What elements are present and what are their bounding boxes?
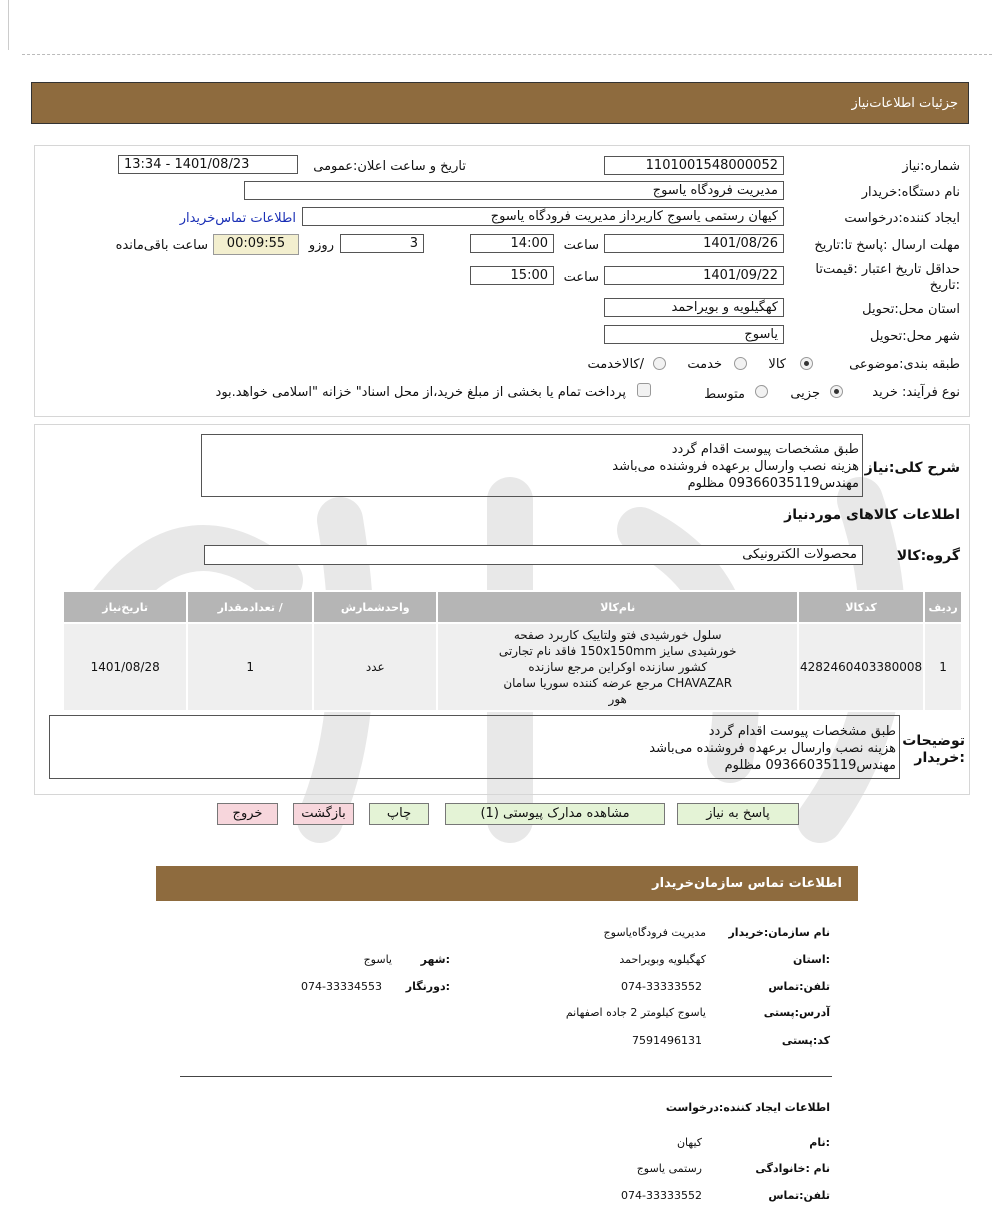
city-field: یاسوج: [604, 325, 784, 344]
category-radio-goods[interactable]: [800, 357, 813, 370]
goods-title: اطلاعات کالاهای موردنیاز: [784, 507, 960, 523]
buyer-notes-line-1: طبق مشخصات پیوست اقدام گردد: [708, 724, 896, 739]
process-radio-medium[interactable]: [755, 385, 768, 398]
col-unit: واحدشمارش: [313, 591, 437, 623]
creator-phone-label: تلفن:تماس: [768, 1189, 830, 1202]
details-header-title: جزئیات اطلاعات‌نیاز: [851, 96, 958, 111]
contact-header: [156, 866, 858, 901]
province-field: کهگیلویه و بویراحمد: [604, 298, 784, 317]
announce-label: تاریخ و ساعت اعلان:عمومی: [313, 159, 466, 174]
process-option-medium: متوسط: [704, 387, 745, 402]
contact-phone-label: تلفن:تماس: [768, 980, 830, 993]
top-dashed-line: [22, 54, 992, 55]
city-label: شهر محل:تحویل: [870, 329, 960, 344]
buyer-notes-label: توضیحات: [902, 733, 965, 749]
details-header: [31, 82, 969, 124]
print-button[interactable]: چاپ: [369, 803, 429, 825]
validity-hour-label: ساعت: [563, 270, 599, 285]
row-qty: 1: [187, 623, 313, 711]
contact-org-label: نام سازمان:خریدار: [728, 926, 830, 939]
contact-fax-value: 074-33334553: [301, 980, 382, 993]
creator-name-value: کیهان: [676, 1136, 702, 1149]
table-row: [63, 623, 962, 711]
goods-table: [62, 590, 963, 712]
process-label: نوع فرآیند: خرید: [872, 385, 960, 400]
view-attachments-button[interactable]: مشاهده مدارک پیوستی (1): [445, 803, 665, 825]
process-radio-minor[interactable]: [830, 385, 843, 398]
validity-time-field: 15:00: [470, 266, 554, 285]
creator-name-label: :نام: [809, 1136, 830, 1149]
summary-line-3: مهندس09366035119 مظلوم: [687, 476, 859, 491]
province-label: استان محل:تحویل: [862, 302, 960, 317]
col-date: تاریخ‌نیاز: [63, 591, 187, 623]
buyer-org-field: مدیریت فرودگاه یاسوج: [244, 181, 784, 200]
buyer-contact-link[interactable]: اطلاعات تماس‌خریدار: [179, 211, 296, 226]
left-edge-line: [8, 0, 9, 50]
row-name: سلول خورشیدی فتو ولتاییک کاربرد صفحه خورشیدی سایز 150x150mm فاقد نام تجارتی کشور سازنده اوکراین مرجع سازنده CHAVAZAR مرجع عرضه کننده سوریا سامان هور: [437, 623, 798, 711]
days-field: 3: [340, 234, 424, 253]
back-button[interactable]: بازگشت: [293, 803, 354, 825]
contact-fax-label: :دورنگار: [405, 980, 450, 993]
contact-city-label: :شهر: [420, 953, 450, 966]
announce-value: 1401/08/23 - 13:34: [124, 157, 250, 172]
category-label: طبقه بندی:موضوعی: [849, 357, 960, 372]
need-number-field: 1101001548000052: [604, 156, 784, 175]
treasury-payment-note: پرداخت تمام یا بخشی از مبلغ خرید،از محل اسناد" خزانه "اسلامی خواهد.بود: [215, 385, 626, 400]
col-row: ردیف: [924, 591, 962, 623]
row-unit: عدد: [313, 623, 437, 711]
creator-phone-value: 074-33333552: [621, 1189, 702, 1202]
deadline-label: مهلت ارسال :پاسخ تا:تاریخ: [814, 238, 960, 253]
treasury-payment-checkbox[interactable]: [637, 383, 651, 397]
contact-address-label: آدرس:پستی: [763, 1006, 830, 1019]
contact-org-value: مدیریت فرودگاه‌یاسوج: [603, 926, 706, 939]
deadline-date-field: 1401/08/26: [604, 234, 784, 253]
summary-label: شرح کلی:نیاز: [864, 460, 960, 476]
col-code: کدکالا: [798, 591, 924, 623]
buyer-org-label: نام دستگاه:خریدار: [861, 185, 960, 200]
buyer-notes-line-3: مهندس09366035119 مظلوم: [724, 758, 896, 773]
goods-group-label: گروه:کالا: [896, 548, 960, 564]
need-number-label: شماره:نیاز: [902, 159, 960, 174]
category-option-service: خدمت: [687, 357, 722, 372]
goods-group-field: محصولات الکترونیکی: [204, 545, 863, 565]
buyer-notes-line-2: هزینه نصب وارسال برعهده فروشنده می‌باشد: [649, 741, 896, 756]
validity-label: حداقل تاریخ اعتبار :قیمت‌تا: [815, 262, 960, 277]
buyer-notes-label-2: :خریدار: [914, 750, 965, 766]
contact-phone-value: 074-33333552: [621, 980, 702, 993]
col-name: نام‌کالا: [437, 591, 798, 623]
summary-line-1: طبق مشخصات پیوست اقدام گردد: [671, 442, 859, 457]
remaining-timer: 00:09:55: [213, 234, 299, 255]
contact-postal-value: 7591496131: [632, 1034, 702, 1047]
creator-section-title: اطلاعات ایجاد کننده:درخواست: [665, 1101, 830, 1114]
buyer-notes-box: [49, 715, 900, 779]
goods-table-header: [63, 591, 962, 623]
col-qty: / تعدادمقدار: [187, 591, 313, 623]
contact-header-title: اطلاعات تماس سازمان‌خریدار: [652, 876, 842, 891]
exit-button[interactable]: خروج: [217, 803, 278, 825]
row-date: 1401/08/28: [63, 623, 187, 711]
process-option-minor: جزیی: [790, 386, 820, 401]
creator-label: ایجاد کننده:درخواست: [844, 211, 960, 226]
contact-province-label: :استان: [793, 953, 830, 966]
summary-box: [201, 434, 863, 497]
remaining-label: ساعت باقی‌مانده: [115, 238, 208, 253]
contact-divider: [180, 1076, 832, 1077]
category-radio-service[interactable]: [734, 357, 747, 370]
creator-field: کیهان رستمی یاسوج کاربرداز مدیریت فرودگاه یاسوج: [302, 207, 784, 226]
days-label: روزو: [308, 238, 334, 253]
row-code: 4282460403380008: [798, 623, 924, 711]
deadline-hour-label: ساعت: [563, 238, 599, 253]
category-option-goods: کالا: [768, 357, 786, 372]
contact-address-value: یاسوج کیلومتر 2 جاده اصفهانم: [565, 1006, 706, 1019]
category-option-goods-service: /کالاخدمت: [587, 357, 644, 372]
validity-date-field: 1401/09/22: [604, 266, 784, 285]
contact-postal-label: کد:پستی: [781, 1034, 830, 1047]
category-radio-goods-service[interactable]: [653, 357, 666, 370]
creator-family-label: نام :خانوادگی: [755, 1162, 830, 1175]
deadline-time-field: 14:00: [470, 234, 554, 253]
creator-family-value: رستمی یاسوج: [636, 1162, 702, 1175]
announce-field: [118, 155, 298, 174]
row-number: 1: [924, 623, 962, 711]
contact-province-value: کهگیلویه وبویراحمد: [619, 953, 706, 966]
reply-button[interactable]: پاسخ به نیاز: [677, 803, 799, 825]
summary-line-2: هزینه نصب وارسال برعهده فروشنده می‌باشد: [612, 459, 859, 474]
contact-city-value: یاسوج: [363, 953, 392, 966]
validity-label-2: :تاریخ: [929, 278, 960, 293]
